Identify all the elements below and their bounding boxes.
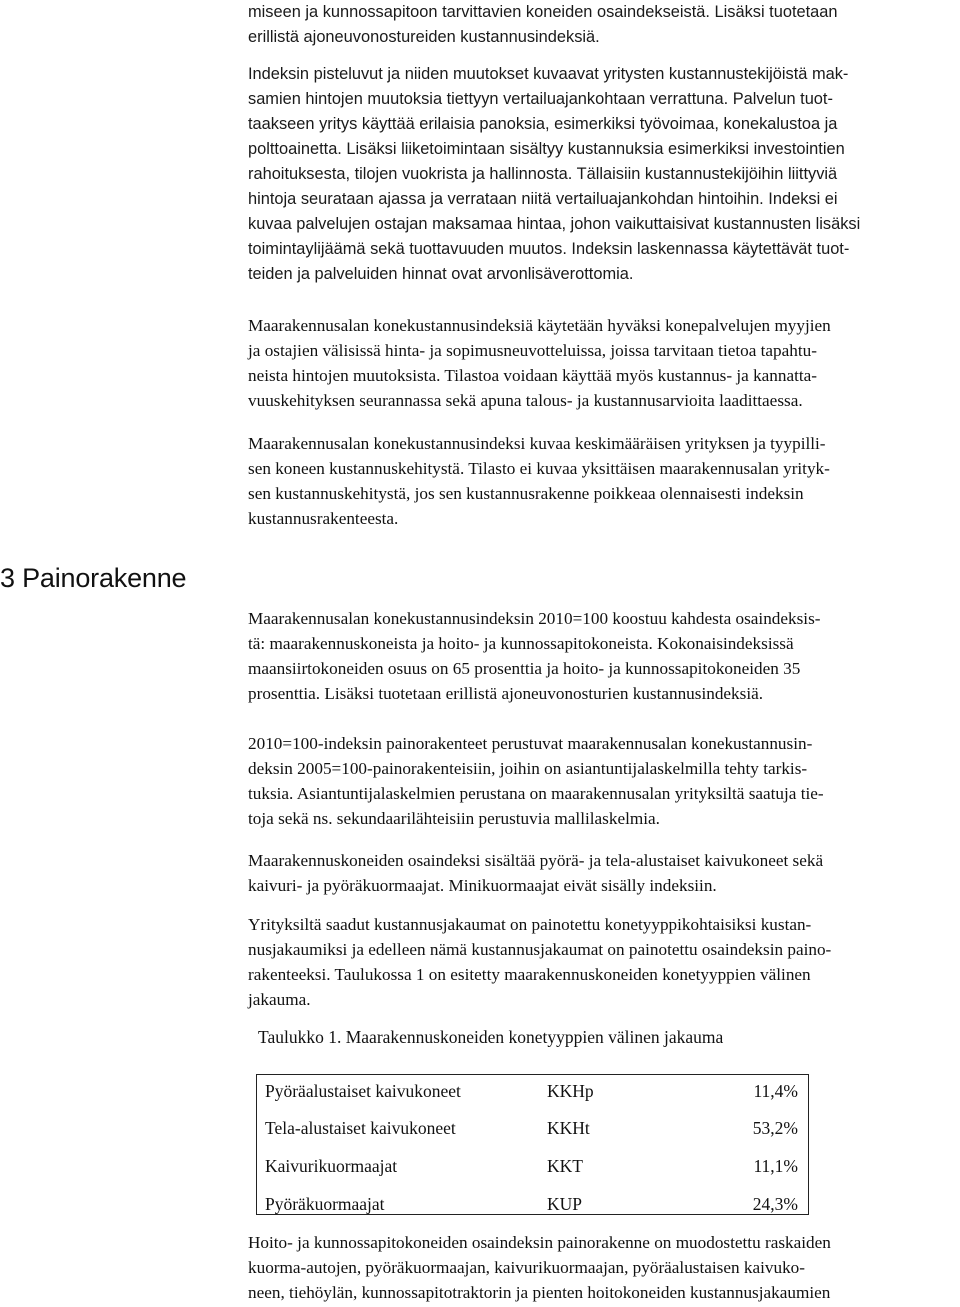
text-line: toimintaylijäämä sekä tuottavuuden muutos. Indeksin laskennassa käytettävät tuot- [248,240,850,258]
text-line: Maarakennusalan konekustannusindeksin 2010=100 koostuu kahdesta osaindeksis- [248,609,821,628]
maintenance-paragraph [248,1230,956,1305]
text-line: Hoito- ja kunnossapitokoneiden osaindeksin painorakenne on muodostettu raskaiden [248,1233,831,1252]
text-line: teiden ja palveluiden hinnat ovat arvonlisäverottomia. [248,265,634,283]
usage-section [248,313,956,413]
text-line: Maarakennusalan konekustannusindeksi kuvaa keskimääräisen yrityksen ja tyypilli- [248,434,826,453]
text-line: ja ostajien välisissä hinta- ja sopimusneuvotteluissa, joissa tarvitaan tietoa tapahtu- [248,341,817,360]
machine-type-cell: Kaivurikuormaajat [265,1156,398,1176]
text-line: sen koneen kustannuskehitystä. Tilasto ei kuvaa yksittäisen maarakennusalan yrityk- [248,459,830,478]
text-line: hintoja seurataan ajassa ja verrataan niitä vertailuajankohdan hintoihin. Indeksi ei [248,190,838,208]
weights-table [256,1074,809,1215]
usage-paragraph [248,313,956,413]
text-line: tuksia. Asiantuntijalaskelmien perustana on maarakennusalan yrityksiltä saatuja tie- [248,784,824,803]
text-line: toja sekä ns. sekundaarilähteisiin perustuvia mallilaskelmia. [248,809,660,828]
text-line: Indeksin pisteluvut ja niiden muutokset kuvaavat yritysten kustannustekijöistä mak- [248,65,849,83]
text-line: kuorma-autojen, pyöräkuormaajan, kaivurikuormaajan, pyöräalustaisen kaivuko- [248,1258,805,1277]
machine-type-cell: Pyöräalustaiset kaivukoneet [265,1081,461,1101]
weights-section [248,731,956,831]
intro-text [248,0,956,287]
machine-type-cell: Pyöräkuormaajat [265,1194,385,1214]
text-line: rakenteeksi. Taulukossa 1 on esitetty maarakennuskoneiden konetyyppien välinen [248,965,811,984]
section-heading: 3 Painorakenne [0,563,187,593]
table-row [257,1147,808,1185]
share-cell: 53,2% [752,1118,798,1138]
table-row [257,1185,808,1223]
maintenance-section [248,1230,956,1305]
text-line: prosenttia. Lisäksi tuotetaan erillistä ajoneuvonosturien kustannusindeksiä. [248,684,764,703]
text-line: deksin 2005=100-painorakenteisiin, joihin on asiantuntijalaskelmilla tehty tarkis- [248,759,808,778]
text-line: Yrityksiltä saadut kustannusjakaumat on painotettu konetyyppikohtaisiksi kustan- [248,915,812,934]
machines-section [248,848,956,898]
text-line: neista hintojen muutoksista. Tilastoa voidaan käyttää myös kustannus- ja kannatta- [248,366,818,385]
components-section [248,606,956,706]
text-line: polttoainetta. Lisäksi liiketoimintaan sisältyy kustannuksia esimerkiksi investointien [248,140,845,158]
machines-paragraph [248,848,956,898]
text-line: vuuskehityksen seurannassa sekä apuna talous- ja kustannusarvioita laadittaessa. [248,391,803,410]
distribution-paragraph [248,912,956,1012]
text-line: taakseen yritys käyttää erilaisia panoksia, esimerkiksi työvoimaa, konekalustoa ja [248,115,838,133]
code-cell: KKT [547,1156,583,1176]
text-line: Maarakennusalan konekustannusindeksiä käytetään hyväksi konepalvelujen myyjien [248,316,831,335]
text-line: erillistä ajoneuvonostureiden kustannusindeksiä. [248,28,600,46]
text-line: kustannusrakenteesta. [248,509,399,528]
text-line: Maarakennuskoneiden osaindeksi sisältää pyörä- ja tela-alustaiset kaivukoneet sekä [248,851,824,870]
text-line: sen kustannuskehitystä, jos sen kustannusrakenne poikkeaa olennaisesti indeksin [248,484,804,503]
text-line [248,50,956,62]
text-line: neen, tiehöylän, kunnossapitotraktorin ja pienten hoitokoneiden kustannusjakaumien [248,1283,831,1302]
share-cell: 24,3% [752,1194,798,1214]
text-line: jakauma. [248,990,311,1009]
text-line: samien hintojen muutoksia tiettyyn vertailuajankohtaan verrattuna. Palvelun tuot- [248,90,833,108]
components-paragraph [248,606,956,706]
scope-section [248,431,956,531]
weights-paragraph [248,731,956,831]
code-cell: KKHt [547,1118,590,1138]
share-cell: 11,4% [753,1081,798,1101]
text-line: nusjakaumiksi ja edelleen nämä kustannusjakaumat on painotettu osaindeksin paino- [248,940,832,959]
text-line: rahoituksesta, tilojen vuokrista ja hallinnosta. Tällaisiin kustannustekijöihin liittyviä [248,165,838,183]
text-line: 2010=100-indeksin painorakenteet perustuvat maarakennusalan konekustannusin- [248,734,813,753]
intro-paragraph [248,0,956,287]
code-cell: KUP [547,1194,583,1214]
scope-paragraph [248,431,956,531]
distribution-section [248,912,956,1012]
code-cell: KKHp [547,1081,594,1101]
table-row [257,1072,808,1110]
machine-type-cell: Tela-alustaiset kaivukoneet [265,1118,456,1138]
text-line: maansiirtokoneiden osuus on 65 prosenttia ja hoito- ja kunnossapitokoneiden 35 [248,659,801,678]
text-line: miseen ja kunnossapitoon tarvittavien koneiden osaindekseistä. Lisäksi tuotetaan [248,3,838,21]
share-cell: 11,1% [753,1156,798,1176]
table-row [257,1109,808,1147]
text-line: kuvaa palvelujen ostajan maksamaa hintaa, johon vaikuttaisivat kustannusten lisäksi [248,215,861,233]
table-caption: Taulukko 1. Maarakennuskoneiden konetyyppien välinen jakauma [258,1027,724,1047]
text-line: tä: maarakennuskoneista ja hoito- ja kunnossapitokoneista. Kokonaisindeksissä [248,634,794,653]
text-line: kaivuri- ja pyöräkuormaajat. Minikuormaajat eivät sisälly indeksiin. [248,876,717,895]
